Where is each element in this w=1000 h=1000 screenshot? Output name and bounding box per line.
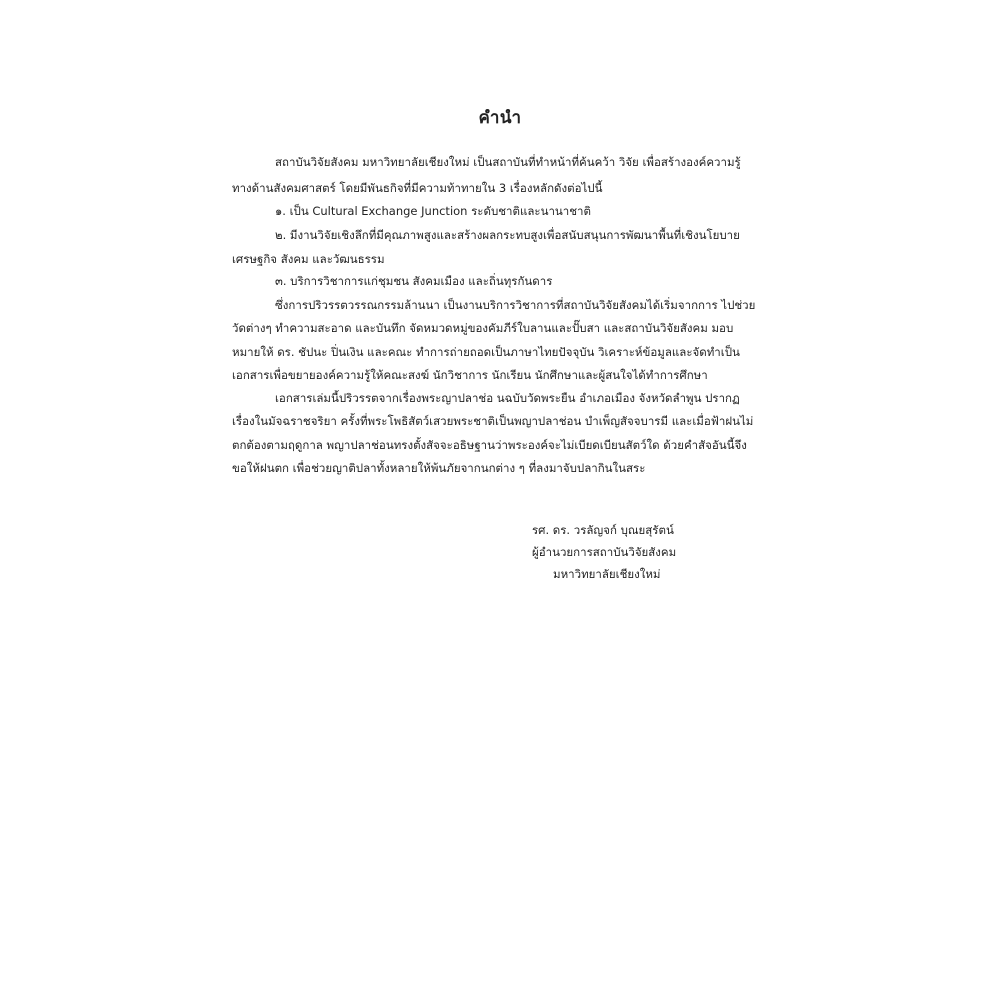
mission-item-2: ๒. มีงานวิจัยเชิงลึกที่มีคุณภาพสูงและสร้างผลกระทบสูงเพื่อสนับสนุนการพัฒนาพื้นที่เชิงนโยบาย bbox=[275, 228, 740, 242]
mission-item-1: ๑. เป็น Cultural Exchange Junction ระดับชาติและนานาชาติ bbox=[275, 204, 591, 218]
paragraph-2-line-1: ซึ่งการปริวรรตวรรณกรรมล้านนา เป็นงานบริการวิชาการที่สถาบันวิจัยสังคมได้เริ่มจากการ ไปช่วย bbox=[275, 298, 756, 312]
page-title: คำนำ bbox=[478, 108, 522, 128]
mission-item-2-cont: เศรษฐกิจ สังคม และวัฒนธรรม bbox=[232, 252, 385, 266]
mission-item-3: ๓. บริการวิชาการแก่ชุมชน สังคมเมือง และถิ่นทุรกันดาร bbox=[275, 274, 553, 288]
signatory-position: ผู้อำนวยการสถาบันวิจัยสังคม bbox=[532, 545, 677, 559]
paragraph-2-line-4: เอกสารเพื่อขยายองค์ความรู้ให้คณะสงฆ์ นักวิชาการ นักเรียน นักศึกษาและผู้สนใจได้ทำการศึกษา bbox=[232, 368, 708, 382]
signatory-name: รศ. ดร. วรลัญจก์ บุณยสุรัตน์ bbox=[532, 523, 674, 537]
paragraph-1-line-1: สถาบันวิจัยสังคม มหาวิทยาลัยเชียงใหม่ เป็นสถาบันที่ทำหน้าที่ค้นคว้า วิจัย เพื่อสร้างองค์ความรู้ bbox=[275, 155, 741, 169]
paragraph-2-line-2: วัดต่างๆ ทำความสะอาด และบันทึก จัดหมวดหมู่ของคัมภีร์ใบลานและปั๊บสา และสถาบันวิจัยสังคม มอบ bbox=[232, 321, 734, 335]
paragraph-3-line-4: ขอให้ฝนตก เพื่อช่วยญาติปลาทั้งหลายให้พ้นภัยจากนกต่าง ๆ ที่ลงมาจับปลากินในสระ bbox=[232, 461, 646, 475]
signatory-organization: มหาวิทยาลัยเชียงใหม่ bbox=[553, 567, 661, 581]
paragraph-1-line-2: ทางด้านสังคมศาสตร์ โดยมีพันธกิจที่มีความท้าทายใน 3 เรื่องหลักดังต่อไปนี้ bbox=[232, 181, 603, 195]
paragraph-3-line-3: ตกต้องตามฤดูกาล พญาปลาช่อนทรงตั้งสัจจะอธิษฐานว่าพระองค์จะไม่เบียดเบียนสัตว์ใด ด้วยคำสัจอันนี้จึง bbox=[232, 438, 747, 452]
paragraph-2-line-3: หมายให้ ดร. ชัปนะ ปิ่นเงิน และคณะ ทำการถ่ายถอดเป็นภาษาไทยปัจจุบัน วิเคราะห์ข้อมูลและจัดทำเป็น bbox=[232, 345, 740, 359]
paragraph-3-line-2: เรื่องในมัจฉราชจริยา ครั้งที่พระโพธิสัตว์เสวยพระชาติเป็นพญาปลาช่อน บำเพ็ญสัจจบารมี และเมื่อฟ้าฝนไม่ bbox=[232, 414, 754, 428]
paragraph-3-line-1: เอกสารเล่มนี้ปริวรรตจากเรื่องพระญาปลาช่อ นฉบับวัดพระยืน อำเภอเมือง จังหวัดลำพูน ปรากฏ bbox=[275, 391, 740, 405]
